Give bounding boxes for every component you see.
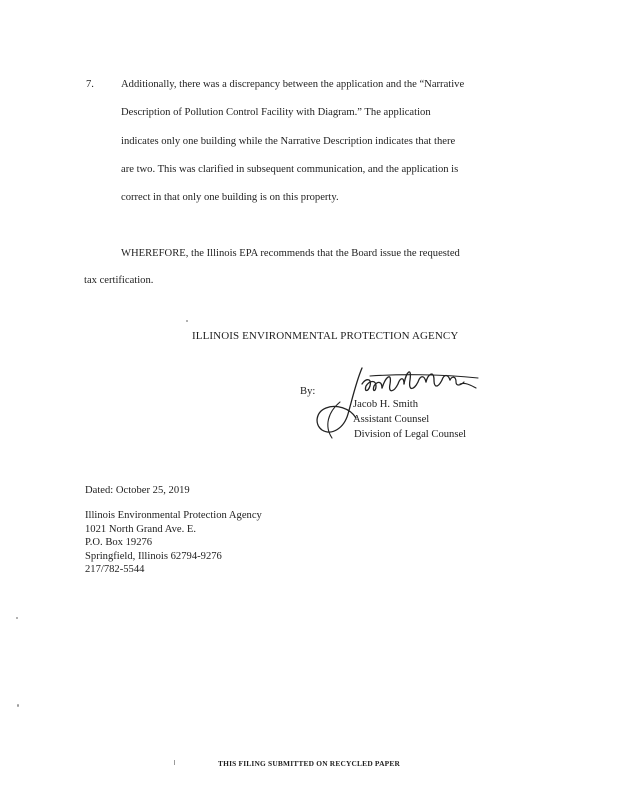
scan-speck [16, 617, 18, 619]
item-line-1: Additionally, there was a discrepancy between the application and the “Narrative [121, 79, 465, 90]
signer-name: Jacob H. Smith [353, 399, 419, 410]
address-street: 1021 North Grand Ave. E. [85, 523, 197, 535]
item-line-2: Description of Pollution Control Facility with Diagram.” The application [121, 107, 431, 118]
dated-line: Dated: October 25, 2019 [85, 485, 190, 496]
footer-note: THIS FILING SUBMITTED ON RECYCLED PAPER [218, 759, 400, 768]
scan-speck [186, 320, 188, 322]
item-line-4: are two. This was clarified in subsequent communication, and the application is [121, 164, 459, 175]
scan-speck [174, 760, 175, 765]
signer-division: Division of Legal Counsel [354, 429, 467, 440]
signer-title: Assistant Counsel [353, 414, 430, 425]
item-line-5: correct in that only one building is on this property. [121, 192, 339, 203]
item-number: 7. [86, 79, 94, 90]
address-phone: 217/782-5544 [85, 564, 145, 575]
address-po-box: P.O. Box 19276 [85, 537, 153, 548]
wherefore-line-2: tax certification. [84, 275, 154, 286]
scan-speck [17, 704, 19, 707]
item-line-3: indicates only one building while the Narrative Description indicates that there [121, 136, 456, 147]
address-block [85, 509, 262, 577]
agency-name: ILLINOIS ENVIRONMENTAL PROTECTION AGENCY [192, 330, 459, 342]
address-org: Illinois Environmental Protection Agency [85, 510, 262, 521]
by-label: By: [300, 386, 316, 397]
wherefore-line-1: WHEREFORE, the Illinois EPA recommends that the Board issue the requested [121, 248, 460, 259]
address-city: Springfield, Illinois 62794-9276 [85, 550, 222, 562]
